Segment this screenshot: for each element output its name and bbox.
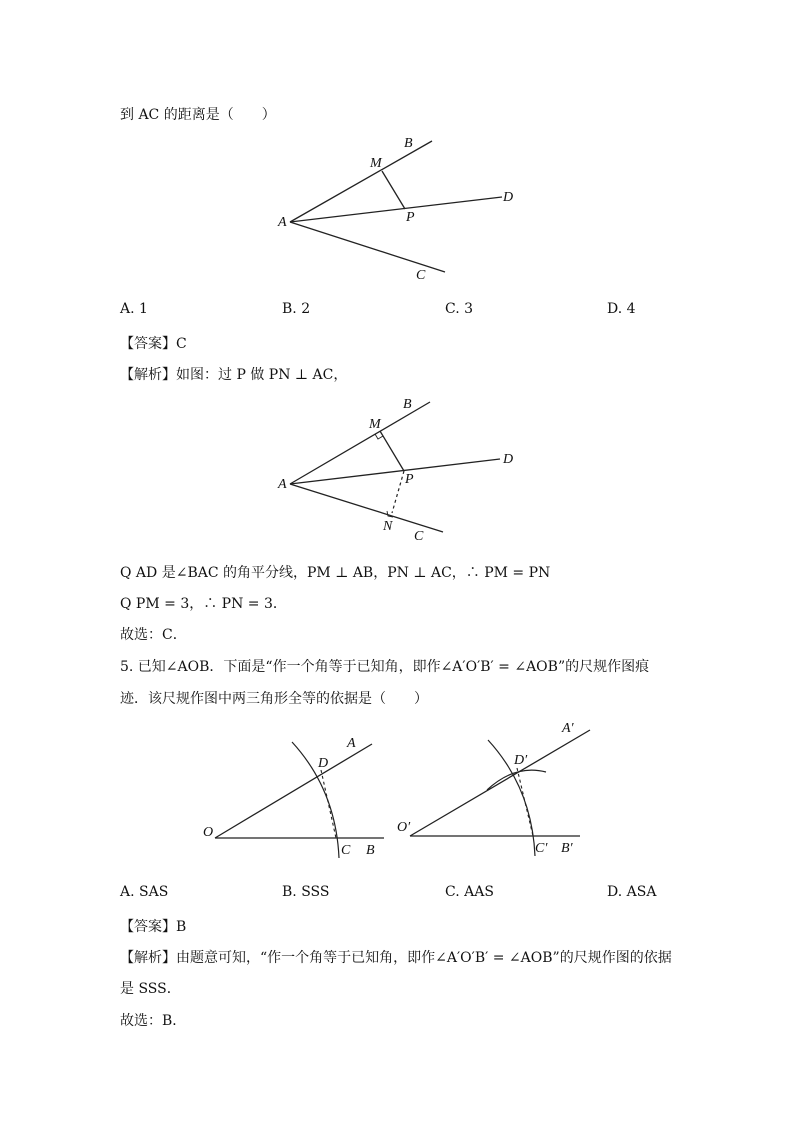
label-d: D <box>318 756 329 771</box>
label-c: C <box>414 529 424 544</box>
segment-pm <box>382 171 405 209</box>
segment-pn-dashed <box>392 471 404 513</box>
label-p: P <box>406 210 415 225</box>
q5-analysis-line-1: 【解析】由题意可知，“作一个角等于已知角，即作∠A′O′B′ = ∠AOB”的尺规作图的依据 <box>120 950 672 966</box>
q4-option-b[interactable]: B. 2 <box>282 301 311 317</box>
q4-analysis: 【解析】如图：过 P 做 PN ⊥ AC， <box>120 367 348 383</box>
ray-ac <box>290 484 443 532</box>
q5-stem-line-1: 5. 已知∠AOB．下面是“作一个角等于已知角，即作∠A′O′B′ = ∠AOB”的尺规作图痕 <box>120 659 650 675</box>
label-b: B <box>404 136 413 151</box>
q4-reason-2: Q PM = 3，∴ PN = 3． <box>120 596 287 612</box>
ray-oa <box>215 744 372 838</box>
q4-option-a[interactable]: A. 1 <box>120 301 148 317</box>
segment-pm <box>380 431 404 471</box>
label-a: A <box>347 736 356 751</box>
arc-cd <box>292 742 339 858</box>
q5-figure-right <box>395 715 605 870</box>
label-d: D <box>503 452 514 467</box>
q5-analysis-line-2: 是 SSS． <box>120 981 181 997</box>
ray-ac <box>290 222 445 272</box>
label-o-prime: O′ <box>397 820 411 835</box>
q5-option-b[interactable]: B. SSS <box>282 884 330 900</box>
q4-figure <box>270 130 530 290</box>
label-n: N <box>383 519 393 534</box>
label-d-prime: D′ <box>514 753 528 768</box>
q5-option-a[interactable]: A. SAS <box>120 884 169 900</box>
label-a: A <box>278 215 287 230</box>
q4-stem-tail: 到 AC 的距离是（ ） <box>120 107 276 123</box>
q5-figure-left <box>200 720 390 870</box>
ray-ad <box>290 197 502 222</box>
q4-reason-1: Q AD 是∠BAC 的角平分线，PM ⊥ AB，PN ⊥ AC，∴ PM = PN <box>120 565 551 581</box>
q5-conclusion: 故选：B． <box>120 1013 187 1029</box>
label-c: C <box>416 268 426 283</box>
ray-oa-prime <box>410 730 590 836</box>
q4-answer: 【答案】C <box>120 336 187 352</box>
q4-conclusion: 故选：C． <box>120 627 187 643</box>
label-a: A <box>278 477 287 492</box>
label-b: B <box>366 843 375 858</box>
q4-option-c[interactable]: C. 3 <box>445 301 474 317</box>
ray-ad <box>290 459 500 484</box>
label-b-prime: B′ <box>561 841 573 856</box>
label-o: O <box>203 825 214 840</box>
q5-option-d[interactable]: D. ASA <box>607 884 657 900</box>
q5-answer: 【答案】B <box>120 919 187 935</box>
label-a-prime: A′ <box>562 721 574 736</box>
label-m: M <box>369 417 381 432</box>
label-m: M <box>370 156 382 171</box>
label-b: B <box>403 397 412 412</box>
label-d: D <box>503 190 514 205</box>
arc-cd-prime <box>488 740 535 856</box>
q4-option-d[interactable]: D. 4 <box>607 301 636 317</box>
q5-option-c[interactable]: C. AAS <box>445 884 494 900</box>
label-c: C <box>341 843 351 858</box>
label-c-prime: C′ <box>535 841 548 856</box>
label-p: P <box>405 472 414 487</box>
q4-solution-figure <box>270 390 530 550</box>
q5-stem-line-2: 迹．该尺规作图中两三角形全等的依据是（ ） <box>120 691 428 707</box>
